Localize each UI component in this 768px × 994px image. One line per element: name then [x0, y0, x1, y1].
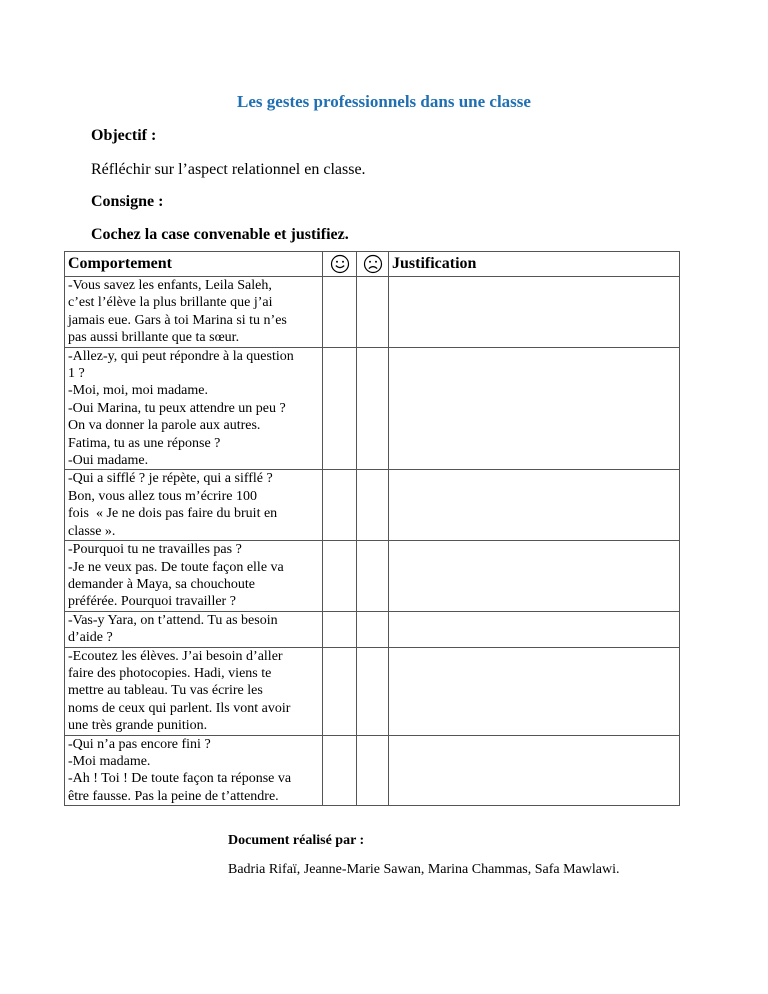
negative-checkbox-cell[interactable] [357, 647, 389, 735]
negative-column-header [357, 252, 389, 277]
negative-checkbox-cell[interactable] [357, 541, 389, 612]
negative-checkbox-cell[interactable] [357, 347, 389, 470]
behavior-line: demander à Maya, sa chouchoute [68, 576, 255, 592]
behavior-line: -Pourquoi tu ne travailles pas ? [68, 542, 242, 558]
positive-column-header [323, 252, 357, 277]
behavior-line: fois « Je ne dois pas faire du bruit en [68, 506, 278, 522]
comportement-header: Comportement [65, 252, 323, 277]
behavior-line: -Oui madame. [68, 453, 149, 469]
behavior-line: jamais eue. Gars à toi Marina si tu n’es [68, 312, 287, 328]
negative-checkbox-cell[interactable] [357, 470, 389, 541]
justification-cell[interactable] [389, 541, 680, 612]
frowning-face-icon [363, 254, 383, 274]
behavior-cell [65, 470, 323, 541]
behavior-line: d’aide ? [68, 630, 113, 646]
smiley-face-icon [330, 254, 350, 274]
behavior-line: Fatima, tu as une réponse ? [68, 435, 221, 451]
negative-checkbox-cell[interactable] [357, 735, 389, 806]
justification-cell[interactable] [389, 647, 680, 735]
behavior-cell [65, 277, 323, 348]
behavior-cell [65, 647, 323, 735]
behavior-line: -Allez-y, qui peut répondre à la question [68, 348, 294, 364]
behavior-line: -Qui a sifflé ? je répète, qui a sifflé ? [68, 471, 273, 487]
negative-checkbox-cell[interactable] [357, 277, 389, 348]
document-title: Les gestes professionnels dans une classe [237, 92, 531, 111]
justification-cell[interactable] [389, 470, 680, 541]
table-row [65, 470, 680, 541]
behavior-cell [65, 611, 323, 647]
behavior-line: -Oui Marina, tu peux attendre un peu ? [68, 400, 286, 416]
justification-cell[interactable] [389, 277, 680, 348]
behavior-line: -Vous savez les enfants, Leila Saleh, [68, 278, 272, 293]
behavior-cell [65, 735, 323, 806]
table-row [65, 647, 680, 735]
justification-cell[interactable] [389, 611, 680, 647]
justification-cell[interactable] [389, 347, 680, 470]
behavior-line: 1 ? [68, 366, 85, 382]
behavior-line: faire des photocopies. Hadi, viens te [68, 665, 272, 681]
behavior-line: On va donner la parole aux autres. [68, 418, 261, 434]
objectif-label: Objectif : [91, 127, 157, 144]
positive-checkbox-cell[interactable] [323, 735, 357, 806]
justification-cell[interactable] [389, 735, 680, 806]
positive-checkbox-cell[interactable] [323, 470, 357, 541]
table-row [65, 735, 680, 806]
behavior-line: préférée. Pourquoi travailler ? [68, 594, 236, 610]
consigne-label: Consigne : [91, 193, 164, 210]
table-row [65, 277, 680, 348]
table-row [65, 347, 680, 470]
behavior-table [64, 251, 680, 806]
behavior-line: -Moi, moi, moi madame. [68, 383, 208, 399]
behavior-line: -Ah ! Toi ! De toute façon ta réponse va [68, 771, 292, 787]
negative-checkbox-cell[interactable] [357, 611, 389, 647]
behavior-line: noms de ceux qui parlent. Ils vont avoir [68, 700, 291, 716]
consigne-text: Cochez la case convenable et justifiez. [91, 226, 349, 243]
behavior-cell [65, 541, 323, 612]
behavior-line: être fausse. Pas la peine de t’attendre. [68, 788, 279, 804]
behavior-line: -Ecoutez les élèves. J’ai besoin d’aller [68, 648, 283, 664]
table-row [65, 611, 680, 647]
positive-checkbox-cell[interactable] [323, 347, 357, 470]
justification-header: Justification [389, 252, 680, 277]
behavior-line: -Moi madame. [68, 753, 151, 769]
credits-names: Badria Rifaï, Jeanne-Marie Sawan, Marina Chammas, Safa Mawlawi. [228, 862, 620, 877]
behavior-line: -Qui n’a pas encore fini ? [68, 736, 211, 752]
positive-checkbox-cell[interactable] [323, 277, 357, 348]
positive-checkbox-cell[interactable] [323, 541, 357, 612]
positive-checkbox-cell[interactable] [323, 611, 357, 647]
behavior-line: c’est l’élève la plus brillante que j’ai [68, 295, 273, 311]
behavior-line: -Vas-y Yara, on t’attend. Tu as besoin [68, 612, 278, 628]
behavior-line: -Je ne veux pas. De toute façon elle va [68, 559, 284, 575]
objectif-text: Réfléchir sur l’aspect relationnel en classe. [91, 161, 366, 178]
behavior-cell [65, 347, 323, 470]
credits-label: Document réalisé par : [228, 833, 365, 848]
positive-checkbox-cell[interactable] [323, 647, 357, 735]
table-body [65, 277, 680, 806]
behavior-line: Bon, vous allez tous m’écrire 100 [68, 488, 257, 504]
table-row [65, 541, 680, 612]
behavior-line: mettre au tableau. Tu vas écrire les [68, 683, 263, 699]
table-header-row [65, 252, 680, 277]
behavior-line: pas aussi brillante que ta sœur. [68, 330, 240, 346]
behavior-line: classe ». [68, 523, 116, 539]
behavior-line: une très grande punition. [68, 718, 208, 734]
